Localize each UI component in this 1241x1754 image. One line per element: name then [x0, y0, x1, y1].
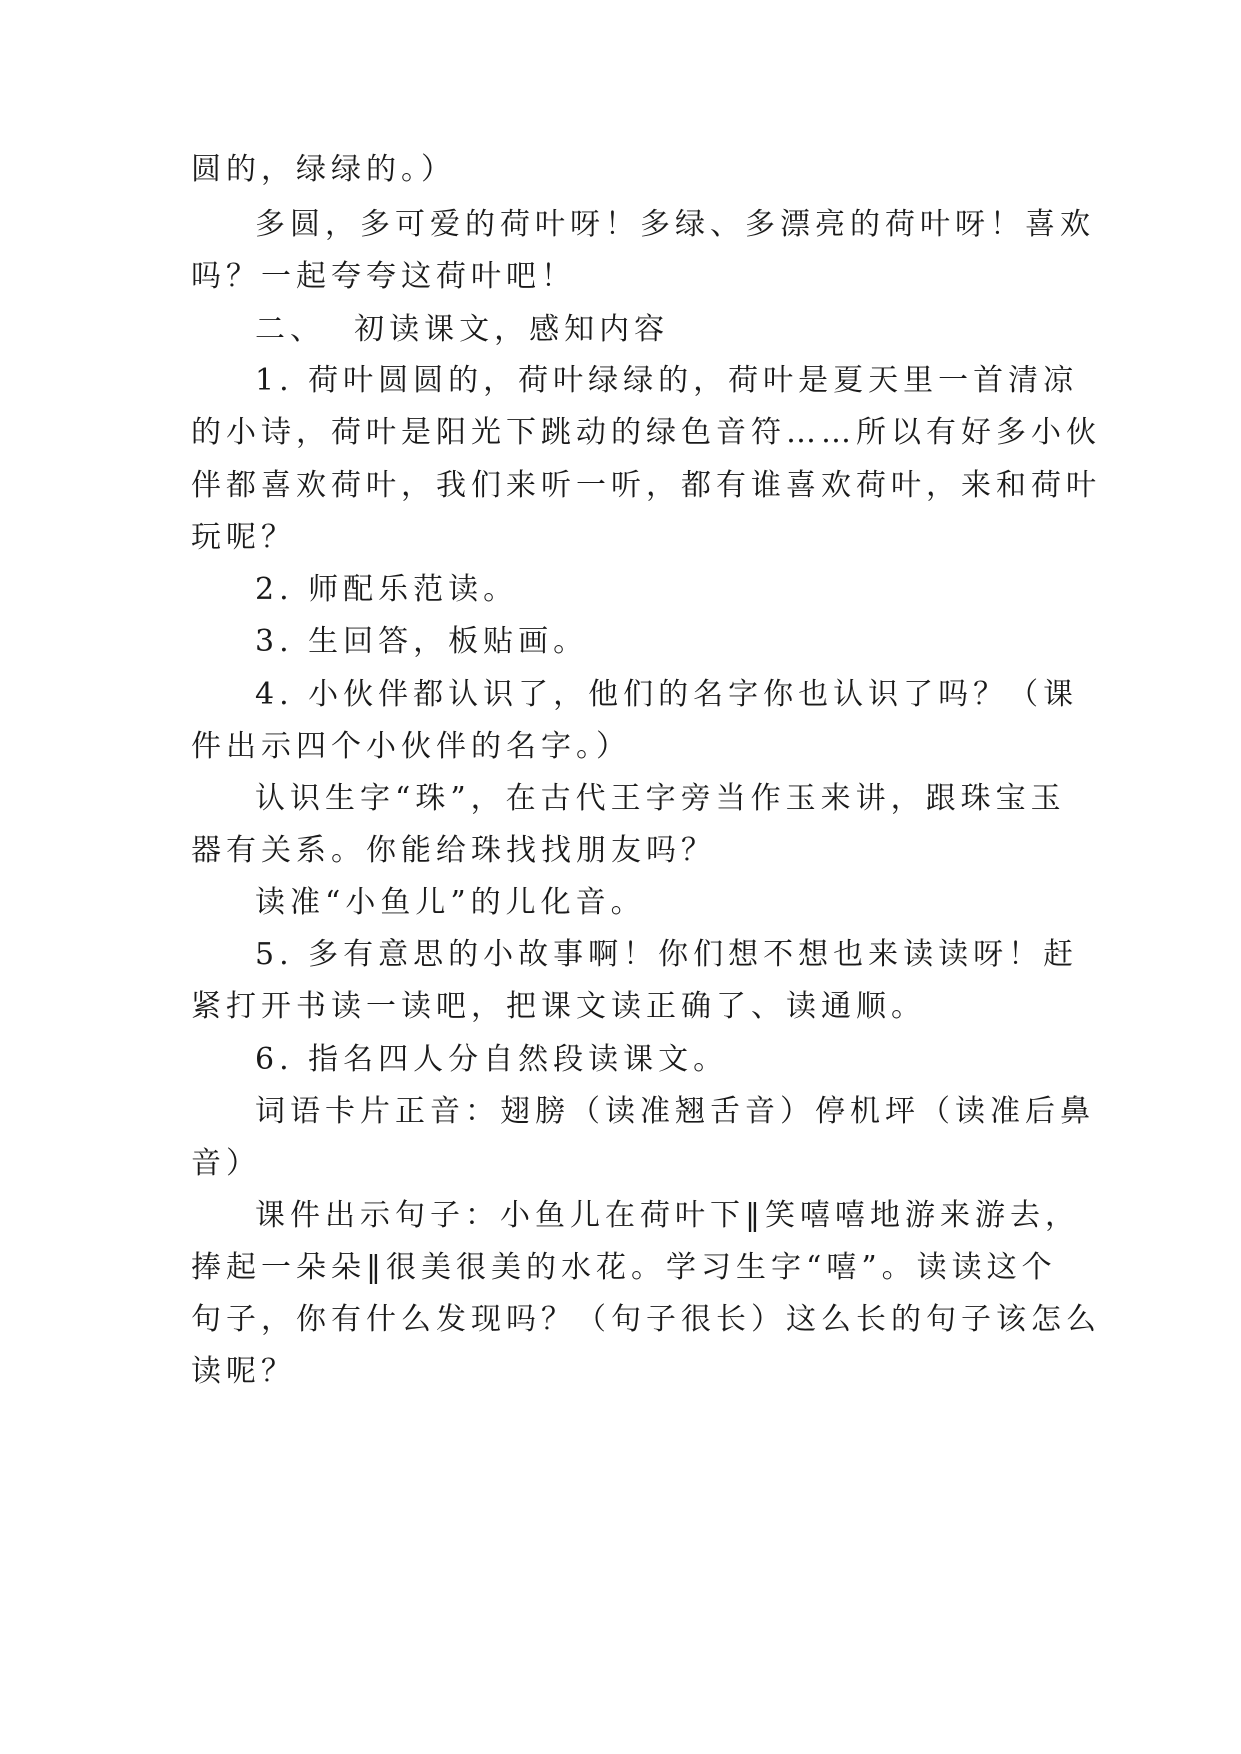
text-line: 件出示四个小伙伴的名字。） [191, 729, 631, 764]
text-line: 多圆，多可爱的荷叶呀！多绿、多漂亮的荷叶呀！喜欢 [255, 207, 1095, 242]
text-line: 音） [191, 1146, 261, 1181]
text-line: 捧起一朵朵‖很美很美的水花。学习生字“嘻”。读读这个 [191, 1250, 1057, 1285]
text-line: 伴都喜欢荷叶，我们来听一听，都有谁喜欢荷叶，来和荷叶 [191, 468, 1101, 503]
text-line: 句子，你有什么发现吗？（句子很长）这么长的句子该怎么 [191, 1302, 1101, 1337]
text-line: 4. 小伙伴都认识了，他们的名字你也认识了吗？（课 [255, 677, 1079, 712]
text-line: 3. 生回答，板贴画。 [255, 624, 589, 659]
text-line: 器有关系。你能给珠找找朋友吗？ [191, 833, 716, 868]
text-line: 5. 多有意思的小故事啊！你们想不想也来读读呀！赶 [255, 937, 1079, 972]
text-line: 1. 荷叶圆圆的，荷叶绿绿的，荷叶是夏天里一首清凉 [255, 363, 1079, 398]
text-line: 词语卡片正音：翅膀（读准翘舌音）停机坪（读准后鼻 [255, 1094, 1095, 1129]
text-line: 读呢？ [191, 1354, 296, 1389]
text-line: 认识生字“珠”，在古代王字旁当作玉来讲，跟珠宝玉 [255, 781, 1066, 816]
text-line: 课件出示句子：小鱼儿在荷叶下‖笑嘻嘻地游来游去， [255, 1198, 1080, 1233]
text-line: 圆的，绿绿的。） [191, 152, 456, 187]
text-line: 2. 师配乐范读。 [255, 572, 519, 607]
section-heading: 二、 初读课文，感知内容 [255, 312, 670, 347]
text-line: 吗？一起夸夸这荷叶吧！ [191, 259, 576, 294]
text-line: 的小诗，荷叶是阳光下跳动的绿色音符……所以有好多小伙 [191, 415, 1101, 450]
text-line: 玩呢？ [191, 520, 296, 555]
text-line: 6. 指名四人分自然段读课文。 [255, 1042, 729, 1077]
text-line: 紧打开书读一读吧，把课文读正确了、读通顺。 [191, 989, 926, 1024]
text-line: 读准“小鱼儿”的儿化音。 [255, 885, 646, 920]
